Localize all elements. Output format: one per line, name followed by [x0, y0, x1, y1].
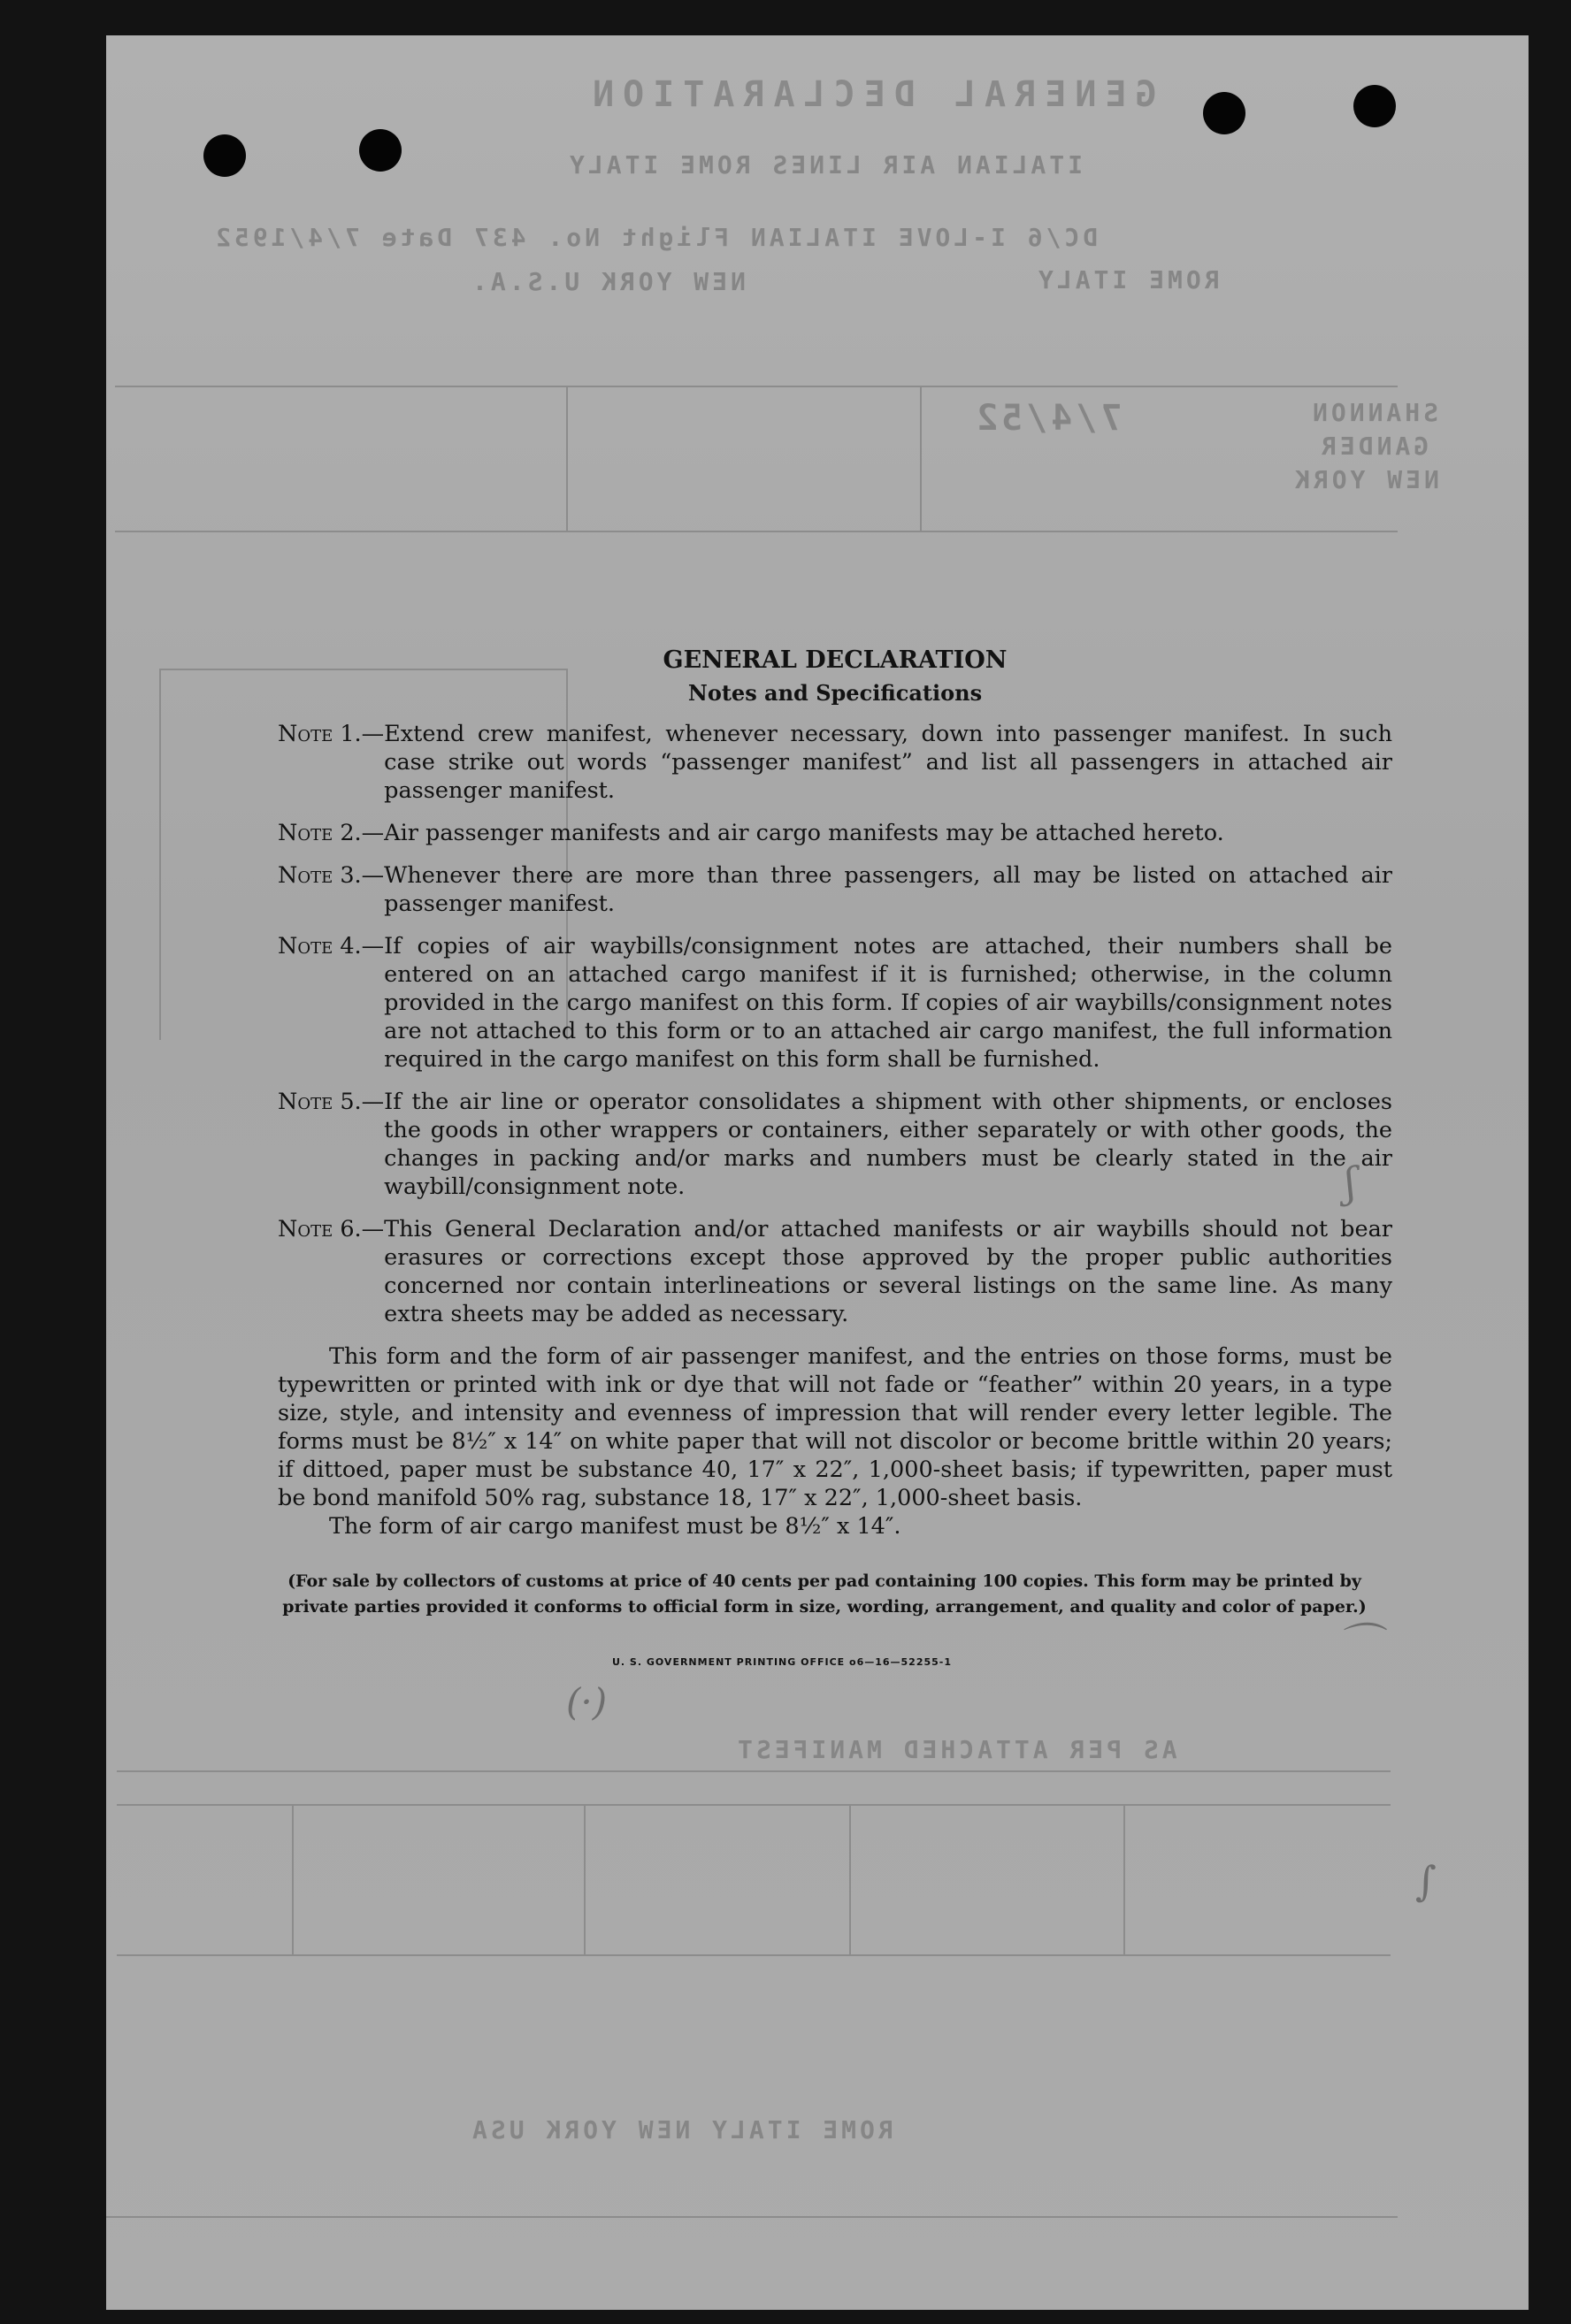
- bleed-through-rule: [106, 2216, 1398, 2218]
- punch-hole: [1353, 85, 1396, 127]
- form-requirements-text: This form and the form of air passenger manifest, and the entries on those forms, must be typewritten or printed with ink or dye that will not fade or “feather” within 20 years, in a type size, style, and intensity and evenness of impression that will render every letter legible. The forms must be 8½″ x 14″ on white paper that will not discolor or become brittle within 20 years; if dittoed, paper must be substance 40, 17″ x 22″, 1,000-sheet basis; if typewritten, paper must be bond manifold 50% rag, substance 18, 17″ x 22″, 1,000-sheet basis.: [278, 1343, 1392, 1511]
- note-4: [278, 932, 1392, 1074]
- note-text: Extend crew manifest, whenever necessary, down into passenger manifest. In such case strike out words “passenger manifest” and list all passengers in attached air passenger manifest.: [384, 721, 1392, 804]
- note-label: Note 2.: [278, 820, 362, 846]
- bleed-through-itinerary-1: SHANNON: [1309, 398, 1439, 427]
- bleed-through-rule: [566, 386, 568, 532]
- punch-hole: [1203, 92, 1245, 134]
- bleed-through-rule: [117, 1954, 1391, 1956]
- note-text: This General Declaration and/or attached manifests or air waybills should not bear erasures or corrections except those approved by the proper public authorities concerned nor contain interlineations or several listings on the same line. As many extra sheets may be added as necessary.: [384, 1216, 1392, 1327]
- note-text: Whenever there are more than three passengers, all may be listed on attached air passenger manifest.: [384, 862, 1392, 917]
- bleed-through-itinerary-3: NEW YORK: [1291, 465, 1439, 494]
- cargo-manifest-size-text: The form of air cargo manifest must be 8½″ x 14″.: [329, 1513, 901, 1540]
- bleed-through-rule: [117, 1770, 1391, 1772]
- handwriting-mark: ⌒: [1336, 1619, 1380, 1670]
- note-label: Note 6.: [278, 1216, 362, 1242]
- note-text: Air passenger manifests and air cargo manifests may be attached hereto.: [384, 820, 1224, 846]
- bleed-through-rule: [292, 1804, 294, 1954]
- bleed-through-rule: [159, 669, 161, 1040]
- punch-hole: [203, 134, 246, 177]
- note-label: Note 4.: [278, 933, 362, 959]
- note-dash: —: [361, 933, 385, 959]
- bleed-through-rule: [115, 386, 1398, 387]
- note-dash: —: [361, 862, 385, 889]
- bleed-through-embarked: ROME ITALY NEW YORK USA: [469, 2115, 893, 2144]
- bleed-through-aircraft: DC/6 I-LOVE ITALIAN Flight No. 437 Date 7/4/1952: [212, 223, 1099, 252]
- note-label: Note 1.: [278, 721, 362, 747]
- note-2: [278, 819, 1392, 847]
- punch-hole: [359, 129, 402, 172]
- note-dash: —: [361, 820, 385, 846]
- note-dash: —: [361, 1089, 385, 1115]
- bleed-through-cargo: AS PER ATTACHED MANIFEST: [734, 1735, 1177, 1764]
- bleed-through-airline: ITALIAN AIR LINES ROME ITALY: [566, 150, 1084, 180]
- bleed-through-title: GENERAL DECLARATION: [584, 74, 1157, 115]
- note-1: [278, 720, 1392, 805]
- bleed-through-rule: [117, 1804, 1391, 1806]
- handwriting-mark: ʃ: [1341, 1158, 1360, 1207]
- note-5: [278, 1088, 1392, 1201]
- bleed-through-entry: NEW YORK U.S.A.: [469, 267, 746, 296]
- note-dash: —: [361, 1216, 385, 1242]
- bleed-through-date: 7/4/52: [973, 398, 1123, 439]
- bleed-through-point: ROME ITALY: [1035, 265, 1220, 294]
- bleed-through-rule: [920, 386, 922, 532]
- note-6: [278, 1215, 1392, 1328]
- page-subtitle: Notes and Specifications: [687, 680, 983, 706]
- handwriting-mark: ∫: [1415, 1857, 1437, 1905]
- bleed-through-rule: [1123, 1804, 1125, 1954]
- note-label: Note 5.: [278, 1089, 362, 1115]
- handwriting-mark: (·): [566, 1680, 608, 1724]
- bleed-through-rule: [849, 1804, 851, 1954]
- bleed-through-rule: [115, 531, 1398, 532]
- note-3: [278, 861, 1392, 918]
- bleed-through-itinerary-2: GANDER: [1318, 432, 1429, 461]
- printer-imprint: U. S. GOVERNMENT PRINTING OFFICE o6—16—52255-1: [611, 1656, 953, 1668]
- note-label: Note 3.: [278, 862, 362, 889]
- note-text: If the air line or operator consolidates a shipment with other shipments, or encloses the goods in other wrappers or containers, either separately or with other goods, the changes in packing and/or marks and numbers must be clearly stated in the air waybill/consignment note.: [384, 1089, 1392, 1200]
- page-title: GENERAL DECLARATION: [663, 646, 1008, 674]
- bleed-through-rule: [584, 1804, 586, 1954]
- sale-notice: (For sale by collectors of customs at price of 40 cents per pad containing 100 copies. This form may be printed by private parties provided it conforms to official form in size, wording, arrangement, and quality and color of paper.): [282, 1571, 1367, 1617]
- note-text: If copies of air waybills/consignment notes are attached, their numbers shall be entered on an attached cargo manifest if it is furnished; otherwise, in the column provided in the cargo manifest on this form. If copies of air waybills/consignment notes are not attached to this form or to an attached air cargo manifest, the full information required in the cargo manifest on this form shall be furnished.: [384, 933, 1392, 1073]
- note-dash: —: [361, 721, 385, 747]
- notes-section: [278, 644, 1392, 1677]
- form-requirements-paragraph: [278, 1342, 1392, 1540]
